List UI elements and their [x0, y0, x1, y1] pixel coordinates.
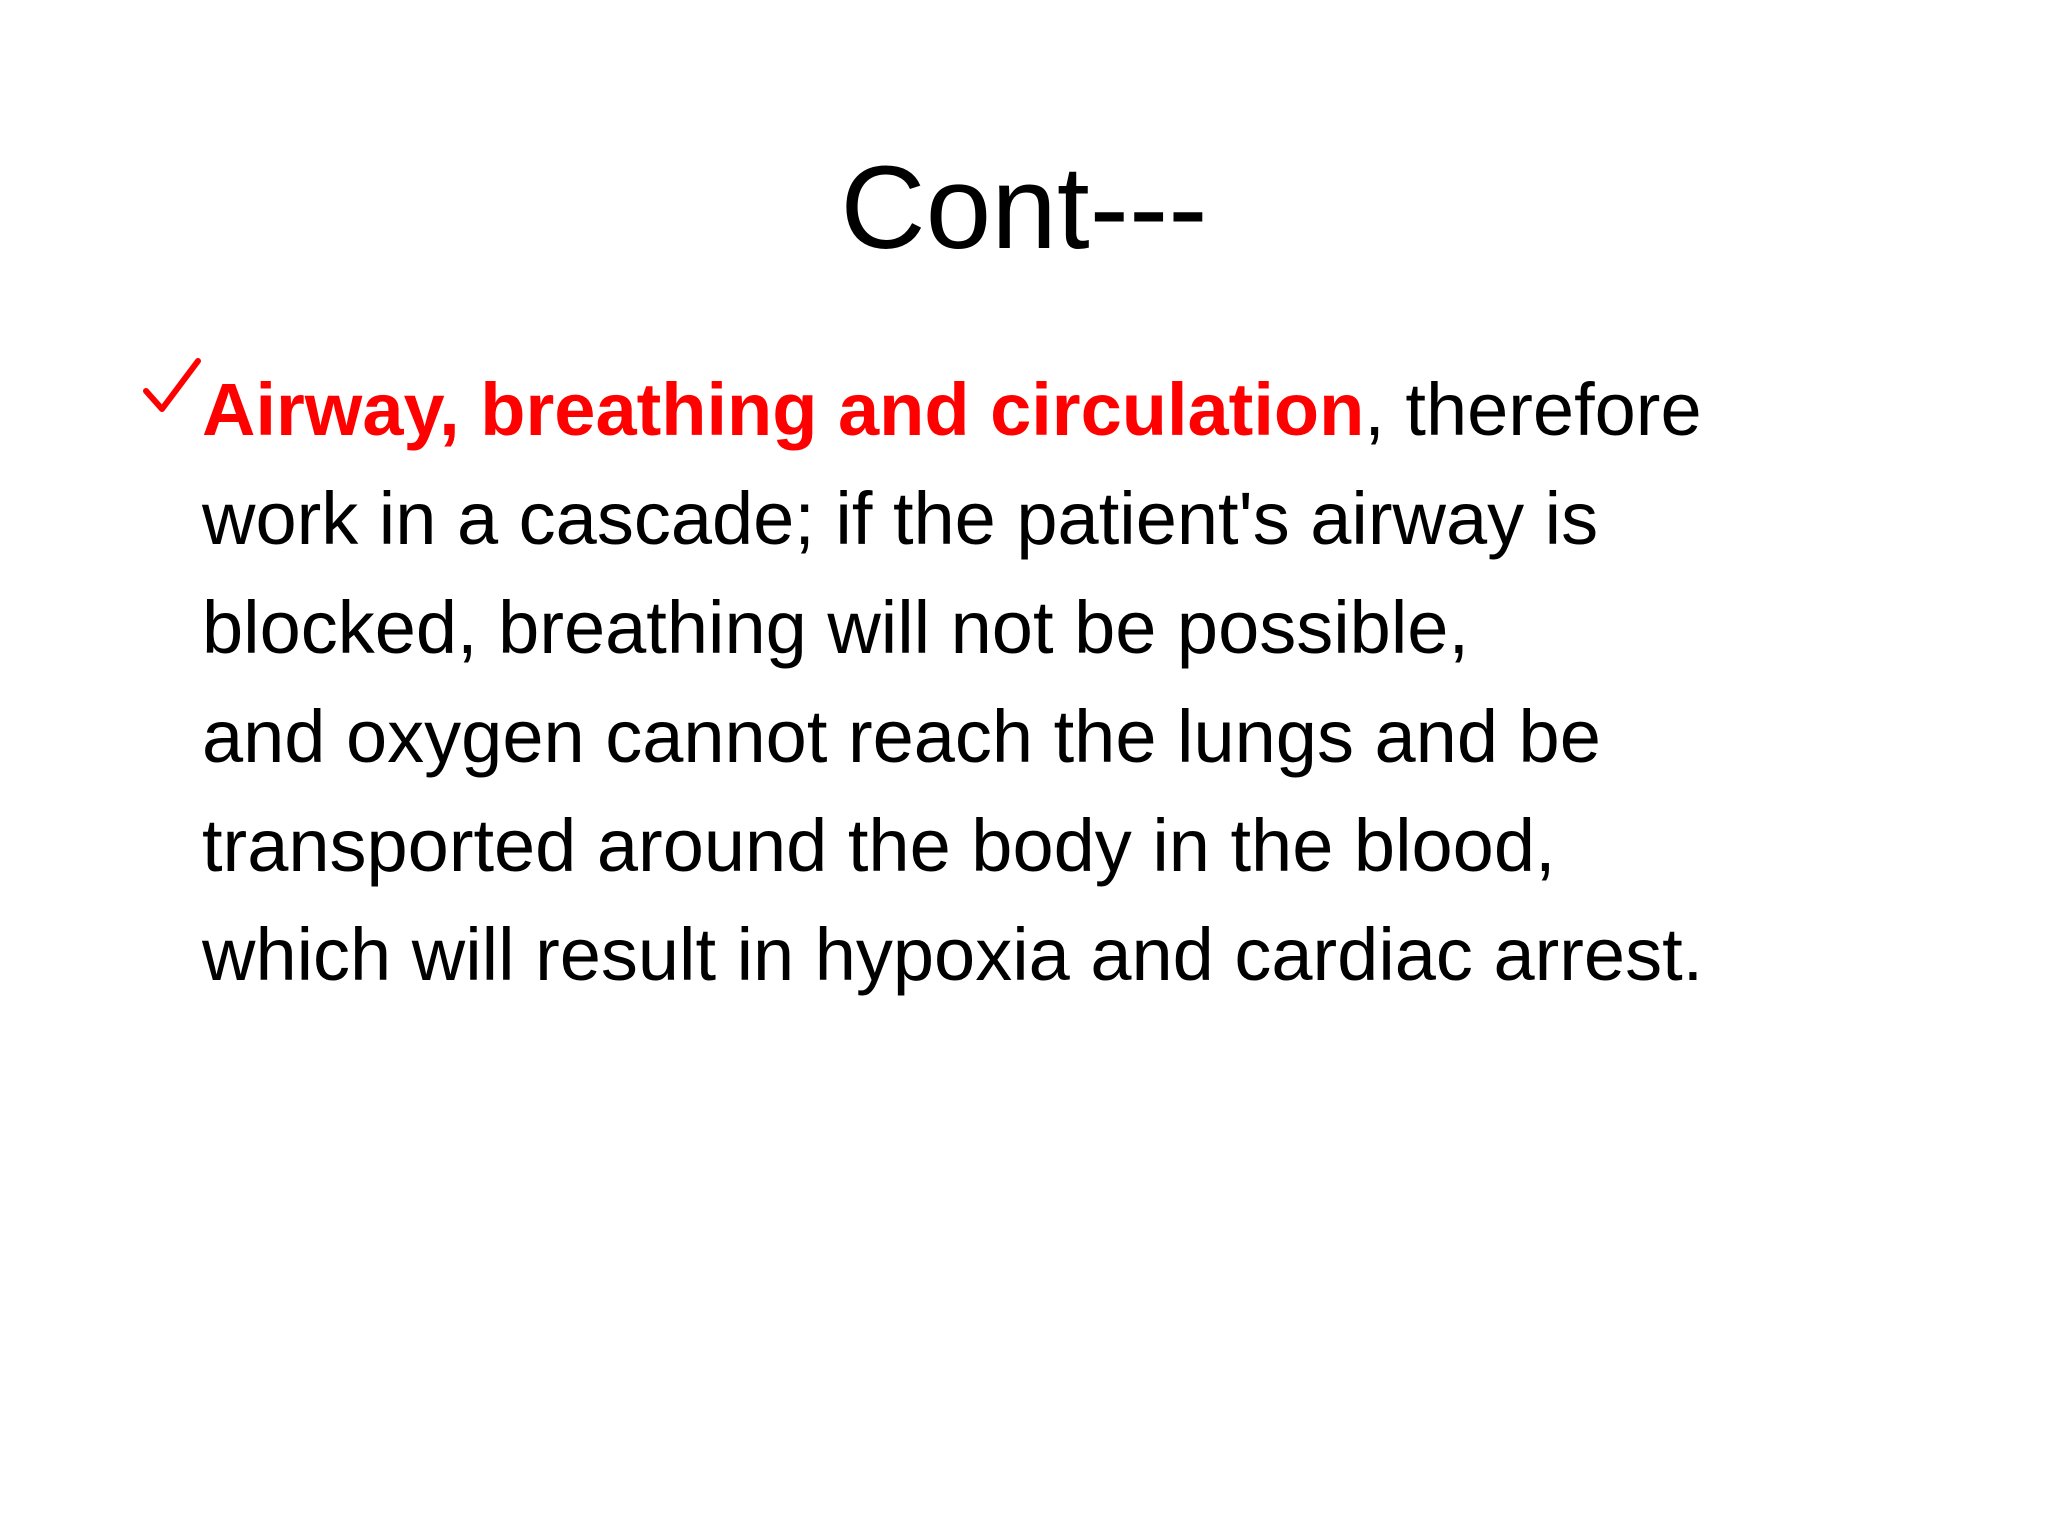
bullet-text [202, 355, 1992, 1009]
bullet-line-4: and oxygen cannot reach the lungs and be [202, 695, 1601, 778]
bullet-line-1 [202, 355, 1992, 464]
bullet-line-3: blocked, breathing will not be possible, [202, 586, 1469, 669]
checkmark-icon [140, 355, 204, 419]
bullet-line-2: work in a cascade; if the patient's airway is [202, 477, 1599, 560]
bullet-line-5: transported around the body in the blood, [202, 804, 1556, 887]
highlighted-phrase: Airway, breathing and circulation [202, 368, 1365, 451]
slide-title: Cont--- [840, 142, 1208, 274]
bullet-line-6: which will result in hypoxia and cardiac arrest. [202, 913, 1704, 996]
line-1-rest: , therefore [1364, 368, 1702, 451]
